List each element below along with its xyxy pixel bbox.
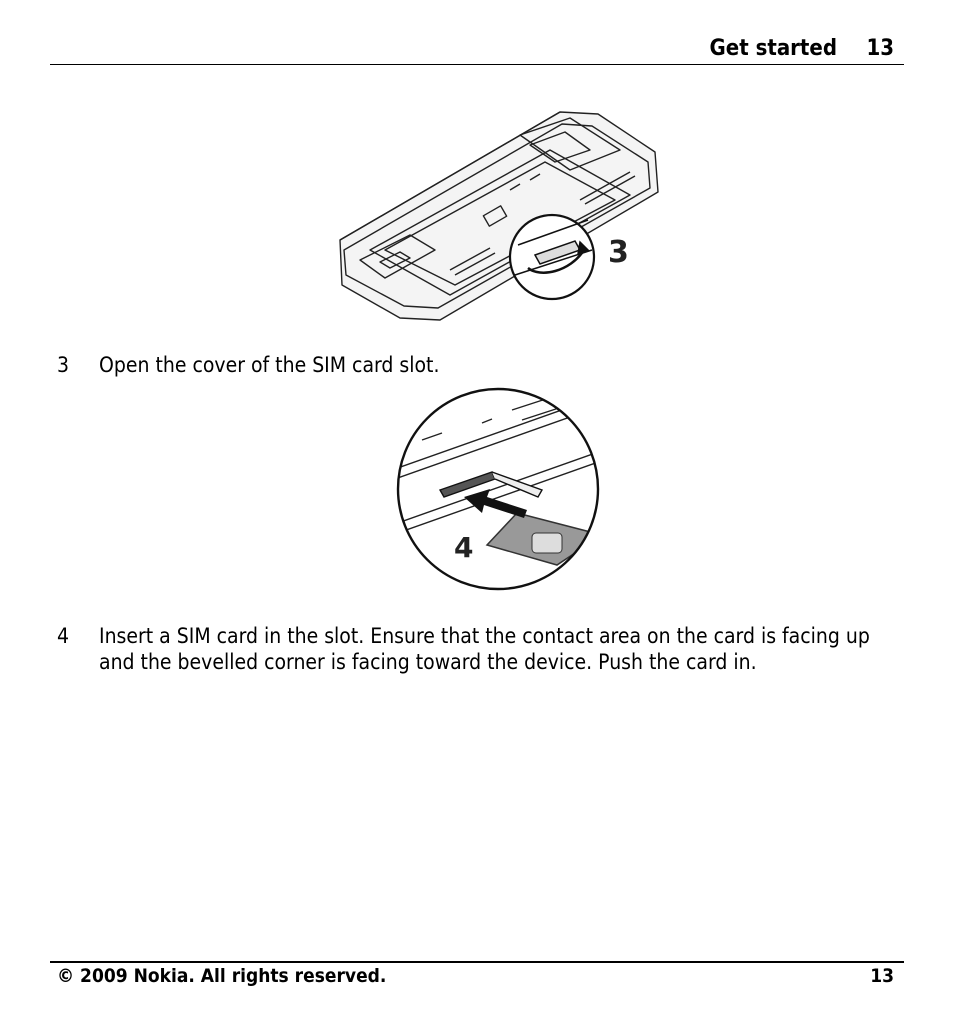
step-text: Open the cover of the SIM card slot. [99, 353, 440, 377]
illustration-open-sim-cover [330, 100, 660, 325]
step-text: Insert a SIM card in the slot. Ensure that the contact area on the card is facing up and the bevelled corner is facing toward the device. Push the card in. [99, 624, 870, 674]
copyright-notice: © 2009 Nokia. All rights reserved. [57, 965, 387, 987]
header-page-number: 13 [866, 36, 894, 61]
footer-page-number: 13 [870, 965, 894, 987]
footer-rule [50, 961, 904, 963]
page-header [50, 36, 904, 64]
callout-3: 3 [608, 235, 629, 270]
step-number: 4 [57, 624, 70, 648]
section-title: Get started [709, 36, 837, 61]
step-number: 3 [57, 353, 70, 377]
illustration-insert-sim [392, 385, 604, 597]
callout-4: 4 [454, 531, 474, 564]
header-rule [50, 64, 904, 65]
